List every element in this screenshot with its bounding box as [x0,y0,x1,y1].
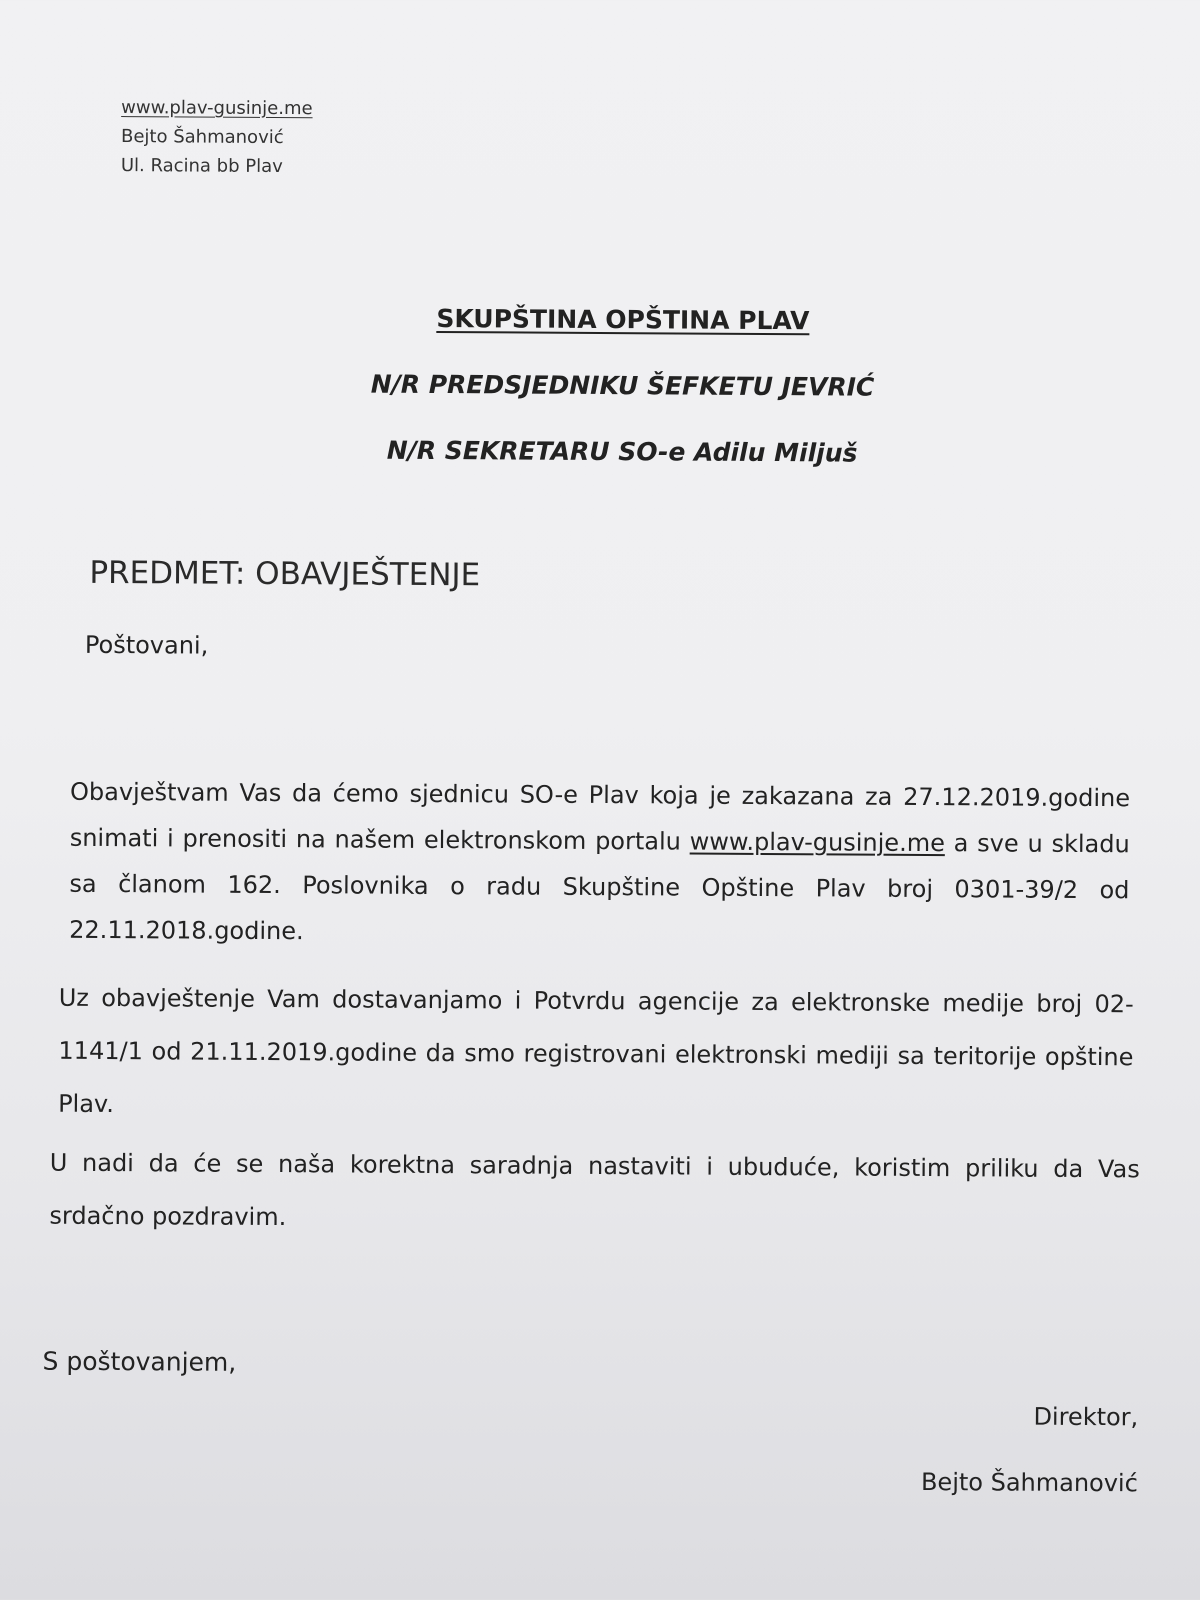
sender-block [121,93,313,181]
signature-block [921,1402,1139,1535]
paragraph1-text-start: Obavještvam Vas da ćemo sjednicu SO-e Plav koja je zakazana za 27.12.2019.godine snimati i prenositi na našem elektronskom portalu [69,777,1131,856]
signature-title: Direktor, [1033,1402,1139,1432]
salutation: Poštovani, [84,630,209,660]
sender-name: Bejto Šahmanović [120,126,284,149]
recipient-organization: SKUPŠTINA OPŠTINA PLAV [436,303,810,336]
subject-line: PREDMET: OBAVJEŠTENJE [89,554,481,594]
sender-website: www.plav-gusinje.me [121,97,313,120]
recipient-president: N/R PREDSJEDNIKU ŠEFKETU JEVRIĆ [370,369,875,402]
recipient-secretary: N/R SEKRETARU SO-e Adilu Miljuš [386,435,858,468]
closing: S poštovanjem, [42,1346,237,1377]
sender-address: Ul. Racina bb Plav [120,155,283,178]
portal-link: www.plav-gusinje.me [689,827,945,858]
signature-name: Bejto Šahmanović [920,1467,1138,1498]
paragraph-regards: U nadi da će se naša korektna saradnja nastaviti i ubuduće, koristim priliku da Vas srdačno pozdravim. [49,1148,1140,1232]
recipients-block [2,296,1200,502]
paragraph-attachment: Uz obavještenje Vam dostavanjamo i Potvrdu agencije za elektronske medije broj 02-1141/1 od 21.11.2019.godine da smo registrovani elektronski mediji sa teritorije opštine Plav. [58,983,1134,1119]
paragraph1-text-end: a sve u skladu sa članom 162. Poslovnika o radu Skupštine Opštine Plav broj 0301-39/2 od 22.11.2018.godine. [69,829,1130,946]
paragraph-announcement [69,769,1130,959]
